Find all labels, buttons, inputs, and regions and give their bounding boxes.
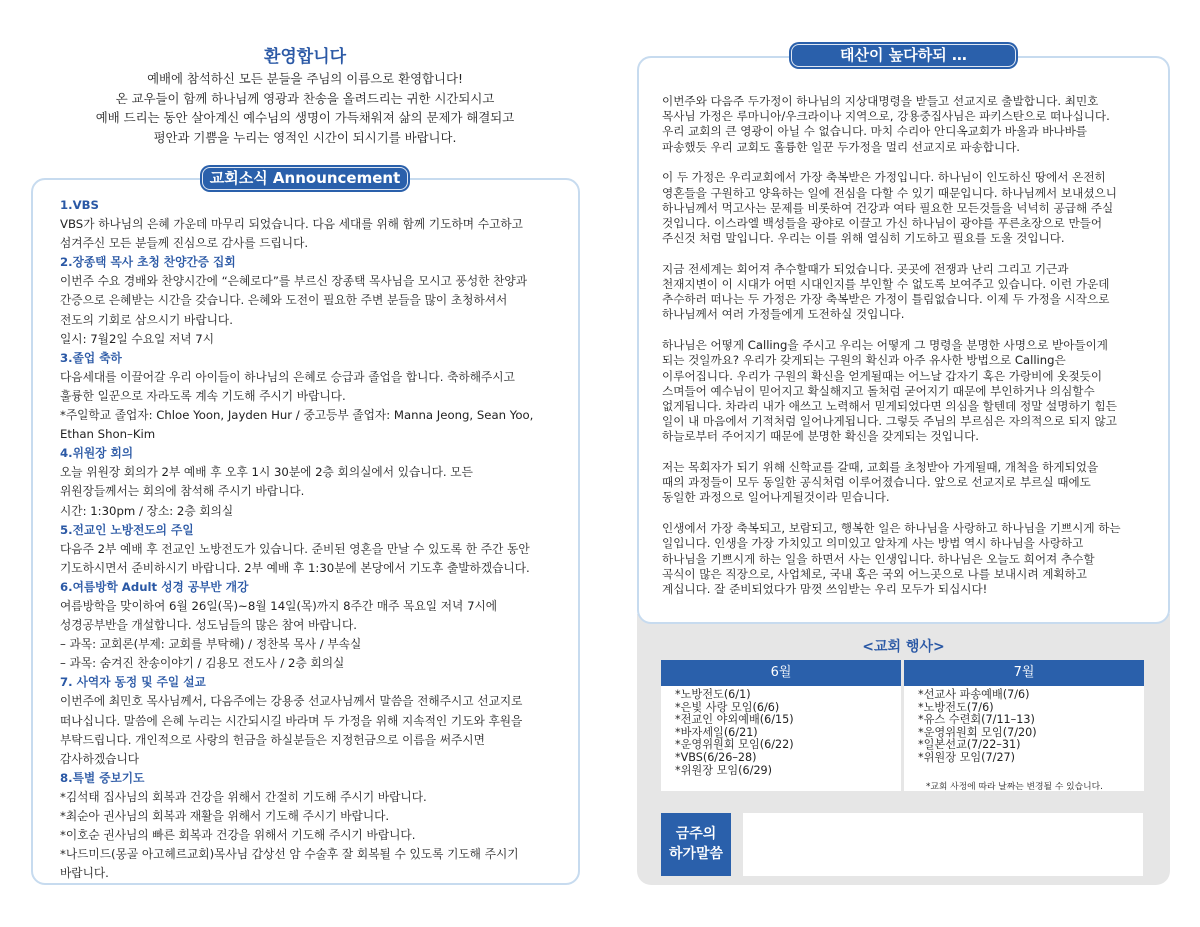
announcement-line: 섬겨주신 모든 분들께 진심으로 감사를 드립니다.	[60, 236, 309, 251]
weekly-verse-box	[743, 813, 1143, 876]
sermon-paragraph	[662, 521, 1157, 597]
event-item: *일본선교(7/22–31)	[918, 738, 1021, 752]
sermon-paragraph	[662, 460, 1157, 506]
event-item: *전교인 야외예배(6/15)	[675, 713, 794, 727]
sermon-line: 하늘로부터 주어지기 때문에 분명한 확신을 갖게되는 것입니다.	[662, 429, 979, 444]
announcement-heading: 2.장종택 목사 초청 찬양간증 집회	[60, 255, 236, 270]
welcome-line: 온 교우들이 함께 하나님께 영광과 찬송을 올려드리는 귀한 시간되시고	[115, 90, 495, 106]
event-item: *선교사 파송예배(7/6)	[918, 688, 1030, 701]
sermon-line: 하나님께서 여러 가정들에게 도전하실 것입니다.	[662, 307, 905, 322]
sermon-line: 일입니다. 인생을 가장 가치있고 의미있고 알차게 사는 방법 역시 하나님을 사랑하고	[662, 536, 1084, 551]
sermon-line: 동일한 과정으로 일어나게될것이라 믿습니다.	[662, 490, 890, 505]
announcement-heading: 4.위원장 회의	[60, 446, 134, 461]
event-item: *노방전도(6/1)	[675, 688, 751, 701]
sermon-line: 저는 목회자가 되기 위해 신학교를 갈때, 교회를 초청받아 가게될때, 개척을 하게되었을	[662, 460, 1099, 475]
welcome-title: 환영합니다	[263, 47, 347, 67]
event-item: *위원장 모임(7/27)	[918, 750, 1016, 764]
sermon-line: 하나님을 기쁘시게 하는 일을 하면서 사는 인생입니다. 하나님은 오늘도 희어져 추수할	[662, 551, 1095, 566]
announcement-line: VBS가 하나님의 은혜 가운데 마무리 되었습니다. 다음 세대를 위해 함께 기도하며 수고하고	[60, 217, 523, 232]
announcement-line: 바랍니다.	[60, 866, 109, 881]
event-item: *VBS(6/26–28)	[675, 750, 757, 764]
sermon-line: 하나님은 어떻게 Calling을 주시고 우리는 어떻게 그 명령을 분명한 사명으로 받아들이게	[662, 338, 1109, 353]
event-item: *위원장 모임(6/29)	[675, 763, 773, 777]
announcement-line: Ethan Shon–Kim	[60, 427, 156, 442]
june-events	[661, 686, 901, 791]
announcement-line: 간증으로 은혜받는 시간을 갖습니다. 은혜와 도전이 필요한 주변 분들을 많이 초청하셔서	[60, 293, 508, 308]
announcement-line: 다음세대를 이끌어갈 우리 아이들이 하나님의 은혜로 승급과 졸업을 합니다. 축하해주시고	[60, 369, 515, 384]
announcement-heading: 7. 사역자 동정 및 주일 설교	[60, 675, 206, 690]
welcome-line: 예배에 참석하신 모든 분들을 주님의 이름으로 환영합니다!	[147, 71, 463, 86]
weekly-verse-label-line: 금주의	[675, 826, 717, 842]
event-item: *바자세일(6/21)	[675, 725, 758, 739]
sermon-paragraph	[662, 94, 1157, 155]
sermon-line: 곡식이 많은 직장으로, 사업체로, 국내 혹은 국외 어느곳으로 나를 보내시려 계획하고	[662, 566, 1088, 581]
announcement-line: 이번주 수요 경배와 찬양시간에 “은혜로다”를 부르신 장종택 목사님을 모시고 풍성한 찬양과	[60, 274, 527, 289]
announcement-title: 교회소식 Announcement	[202, 167, 408, 190]
july-events	[904, 686, 1144, 791]
sermon-line: 영혼들을 구원하고 양육하는 일에 전심을 다할 수 있기 때문입니다. 하나님께서 보내셨으니	[662, 185, 1117, 200]
june-header: 6월	[661, 660, 901, 686]
sermon-line: 하나님께서 먹고사는 문제를 비롯하여 건강과 여타 필요한 모든것들을 넉넉히 공급해 주실	[662, 200, 1114, 215]
sermon-title: 태산이 높다하되 …	[791, 44, 1016, 67]
weekly-verse-label-line: 하가말씀	[668, 846, 724, 862]
sermon-line: 주신것 처럼 말입니다. 우리는 이를 위해 열심히 기도하고 필요를 도울 것입니다.	[662, 231, 1065, 246]
welcome-line: 예배 드리는 동안 살아계신 예수님의 생명이 가득채워져 삶의 문제가 해결되고	[95, 110, 515, 125]
sermon-paragraph	[662, 338, 1157, 444]
events-title: <교회 행사>	[862, 639, 945, 655]
event-item: *노방전도(7/6)	[918, 700, 994, 714]
announcement-line: 훌륭한 일꾼으로 자라도록 계속 기도해 주시기 바랍니다.	[60, 388, 346, 403]
sermon-line: 이루어집니다. 우리가 구원의 확신을 얻게될때는 어느날 갑자기 혹은 가랑비에 옷젖듯이	[662, 368, 1103, 383]
announcement-line: 감사하겠습니다	[60, 751, 140, 766]
announcement-line: *주일학교 졸업자: Chloe Yoon, Jayden Hur / 중고등부 졸업자: Manna Jeong, Sean Yoo,	[60, 408, 534, 423]
announcement-line: *나드미드(몽골 아고헤르교회)목사님 갑상선 암 수술후 잘 회복될 수 있도록 기도해 주시기	[60, 847, 519, 862]
sermon-text	[662, 94, 1157, 613]
sermon-line: 스며들어 예수님이 믿어지고 확실해지고 돌처럼 굳어지기 때문에 부인하거나 의심할수	[662, 383, 1095, 398]
sermon-line: 우리 교회의 큰 영광이 아닐 수 없습니다. 마치 수리아 안디옥교회가 바울과 바나바를	[662, 124, 1088, 139]
announcement-heading: 1.VBS	[60, 198, 99, 212]
announcement-line: 기도하시면서 준비하시기 바랍니다. 2부 예배 후 1:30분에 본당에서 기도후 출발하겠습니다.	[60, 560, 530, 575]
announcement-line: 떠나십니다. 말씀에 은혜 누리는 시간되시길 바라며 두 가정을 위해 지속적인 기도와 후원을	[60, 713, 523, 728]
welcome-message	[30, 69, 580, 147]
announcement-line: 다음주 2부 예배 후 전교인 노방전도가 있습니다. 준비된 영혼을 만날 수 있도록 한 주간 동안	[60, 541, 530, 556]
announcement-line: 성경공부반을 개설합니다. 성도님들의 많은 참여 바랍니다.	[60, 618, 357, 633]
july-header: 7월	[904, 660, 1144, 686]
sermon-line: 파송했듯 우리 교회도 훌륭한 일꾼 두가정을 멀리 선교지로 파송합니다.	[662, 139, 1020, 154]
announcement-line: 오늘 위원장 회의가 2부 예배 후 오후 1시 30분에 2층 회의실에서 있습니다. 모든	[60, 465, 473, 480]
weekly-verse-label	[661, 813, 731, 876]
sermon-line: 이번주와 다음주 두가정이 하나님의 지상대명령을 받들고 선교지로 출발합니다. 최민호	[662, 94, 1099, 108]
announcement-line: 부탁드립니다. 개인적으로 사랑의 헌금을 하실분들은 지정헌금으로 이름을 써주시면	[60, 732, 485, 747]
event-item: *운영위원회 모임(7/20)	[918, 725, 1037, 739]
announcement-header	[200, 165, 410, 192]
announcement-line: *최순아 권사님의 회복과 재활을 위해서 기도해 주시기 바랍니다.	[60, 809, 390, 823]
announcement-list	[60, 196, 570, 883]
announcement-line: 시간: 1:30pm / 장소: 2층 회의실	[60, 503, 234, 518]
sermon-line: 추수하러 떠나는 두 가정은 가장 축복받은 가정이 틀림없습니다. 이제 두 가정을 시작으로	[662, 292, 1110, 307]
sermon-line: 것입니다. 이스라엘 백성들을 광야로 이끌고 가신 하나님이 광야를 푸른초장으로 만들어	[662, 215, 1103, 230]
sermon-line: 목사님 가정은 루마니아/우크라이나 지역으로, 강용중집사님은 파키스탄으로 떠나십니다.	[662, 109, 1110, 124]
announcement-heading: 8.특별 중보기도	[60, 770, 145, 785]
announcement-line: – 과목: 교회론(부제: 교회를 부탁해) / 정찬복 목사 / 부속실	[60, 637, 362, 652]
announcement-heading: 3.졸업 축하	[60, 350, 122, 365]
sermon-line: 때의 과정들이 모두 동일한 공식처럼 이루어졌습니다. 앞으로 선교지로 부르실 때에도	[662, 475, 1091, 490]
announcement-line: *이호순 권사님의 빠른 회복과 건강을 위해서 기도해 주시기 바랍니다.	[60, 828, 416, 843]
event-item: *은빛 사랑 모임(6/6)	[675, 700, 780, 714]
announcement-line: *김석태 집사님의 회복과 건강을 위해서 간절히 기도해 주시기 바랍니다.	[60, 789, 427, 804]
sermon-line: 없게됩니다. 차라리 내가 애쓰고 노력해서 믿게되었다면 의심을 할텐데 정말 설명하기 힘든	[662, 398, 1117, 413]
event-item: *운영위원회 모임(6/22)	[675, 738, 794, 752]
sermon-line: 계십니다. 잘 준비되었다가 맘껏 쓰임받는 우리 모두가 되십시다!	[662, 581, 988, 596]
announcement-line: – 과목: 숨겨진 찬송이야기 / 김용모 전도사 / 2층 회의실	[60, 656, 345, 671]
sermon-line: 인생에서 가장 축복되고, 보람되고, 행복한 일은 하나님을 사랑하고 하나님을 기쁘시게 하는	[662, 521, 1121, 536]
sermon-line: 되는 것일까요? 우리가 갖게되는 구원의 확신과 아주 유사한 방법으로 Calling은	[662, 353, 1066, 368]
event-item: *유스 수련회(7/11–13)	[918, 713, 1035, 727]
sermon-line: 천재지변이 이 시대가 어떤 시대인지를 부인할 수 없도록 보여주고 있습니다. 이런 가운데	[662, 277, 1110, 292]
announcement-line: 여름방학을 맞이하여 6월 26일(목)~8월 14일(목)까지 8주간 매주 목요일 저녁 7시에	[60, 598, 498, 613]
announcement-line: 위원장들께서는 회의에 참석해 주시기 바랍니다.	[60, 484, 305, 499]
announcement-heading: 6.여름방학 Adult 성경 공부반 개강	[60, 579, 249, 594]
announcement-line: 일시: 7월2일 수요일 저녁 7시	[60, 331, 215, 346]
announcement-heading: 5.전교인 노방전도의 주일	[60, 522, 194, 537]
sermon-line: 일이 내 마음에서 기적처럼 일어나게됩니다. 그렇듯 주님의 부르심은 자의적으로 되지 않고	[662, 414, 1117, 429]
sermon-line: 이 두 가정은 우리교회에서 가장 축복받은 가정입니다. 하나님이 인도하신 땅에서 온전히	[662, 170, 1106, 185]
events-note: *교회 사정에 따라 날짜는 변경될 수 있습니다.	[926, 782, 1103, 792]
announcement-line: 이번주에 최민호 목사님께서, 다음주에는 강용중 선교사님께서 말씀을 전해주시고 선교지로	[60, 694, 523, 709]
sermon-paragraph	[662, 262, 1157, 323]
sermon-header	[789, 42, 1018, 69]
sermon-line: 지금 전세계는 회어져 추수할때가 되었습니다. 곳곳에 전쟁과 난리 그리고 기근과	[662, 261, 1069, 276]
announcement-line: 전도의 기회로 삼으시기 바랍니다.	[60, 312, 233, 327]
welcome-line: 평안과 기쁨을 누리는 영적인 시간이 되시기를 바랍니다.	[153, 129, 457, 145]
sermon-paragraph	[662, 170, 1157, 246]
